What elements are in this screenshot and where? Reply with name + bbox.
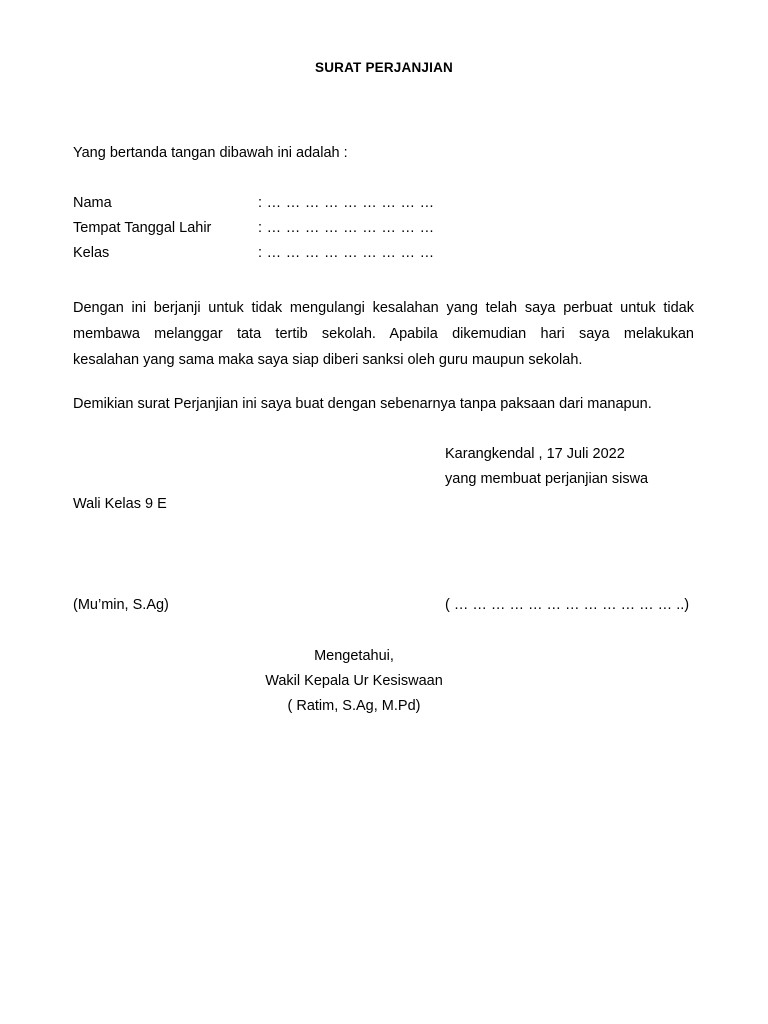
field-label-kelas: Kelas [73,245,110,261]
agreement-line: kesalahan yang sama maka saya siap diberi sanksi oleh guru maupun sekolah. [73,352,583,368]
field-value-nama: : … … … … … … … … … [258,195,435,211]
signer-left-name: (Mu’min, S.Ag) [73,597,169,613]
field-label-ttl: Tempat Tanggal Lahir [73,220,212,236]
agreement-line: membawa melanggar tata tertib sekolah. Apabila dikemudian hari saya melakukan [73,326,694,342]
field-value-ttl: : … … … … … … … … … [258,220,435,236]
acknowledge-label: Mengetahui, [314,648,394,664]
field-value-kelas: : … … … … … … … … … [258,245,435,261]
agreement-paragraph [73,295,694,373]
field-label-nama: Nama [73,195,112,211]
acknowledge-name: ( Ratim, S.Ag, M.Pd) [287,698,421,714]
place-date: Karangkendal , 17 Juli 2022 [445,446,625,462]
signer-left-title: Wali Kelas 9 E [73,496,167,512]
signer-right-title: yang membuat perjanjian siswa [445,471,649,487]
acknowledge-title: Wakil Kepala Ur Kesiswaan [265,673,443,689]
closing-statement: Demikian surat Perjanjian ini saya buat dengan sebenarnya tanpa paksaan dari manapun. [73,396,652,412]
signer-right-name: ( … … … … … … … … … … … … ..) [445,597,690,613]
agreement-line: Dengan ini berjanji untuk tidak mengulangi kesalahan yang telah saya perbuat untuk tidak [73,300,694,316]
document-title: SURAT PERJANJIAN [315,60,453,75]
intro-text: Yang bertanda tangan dibawah ini adalah : [73,145,348,161]
